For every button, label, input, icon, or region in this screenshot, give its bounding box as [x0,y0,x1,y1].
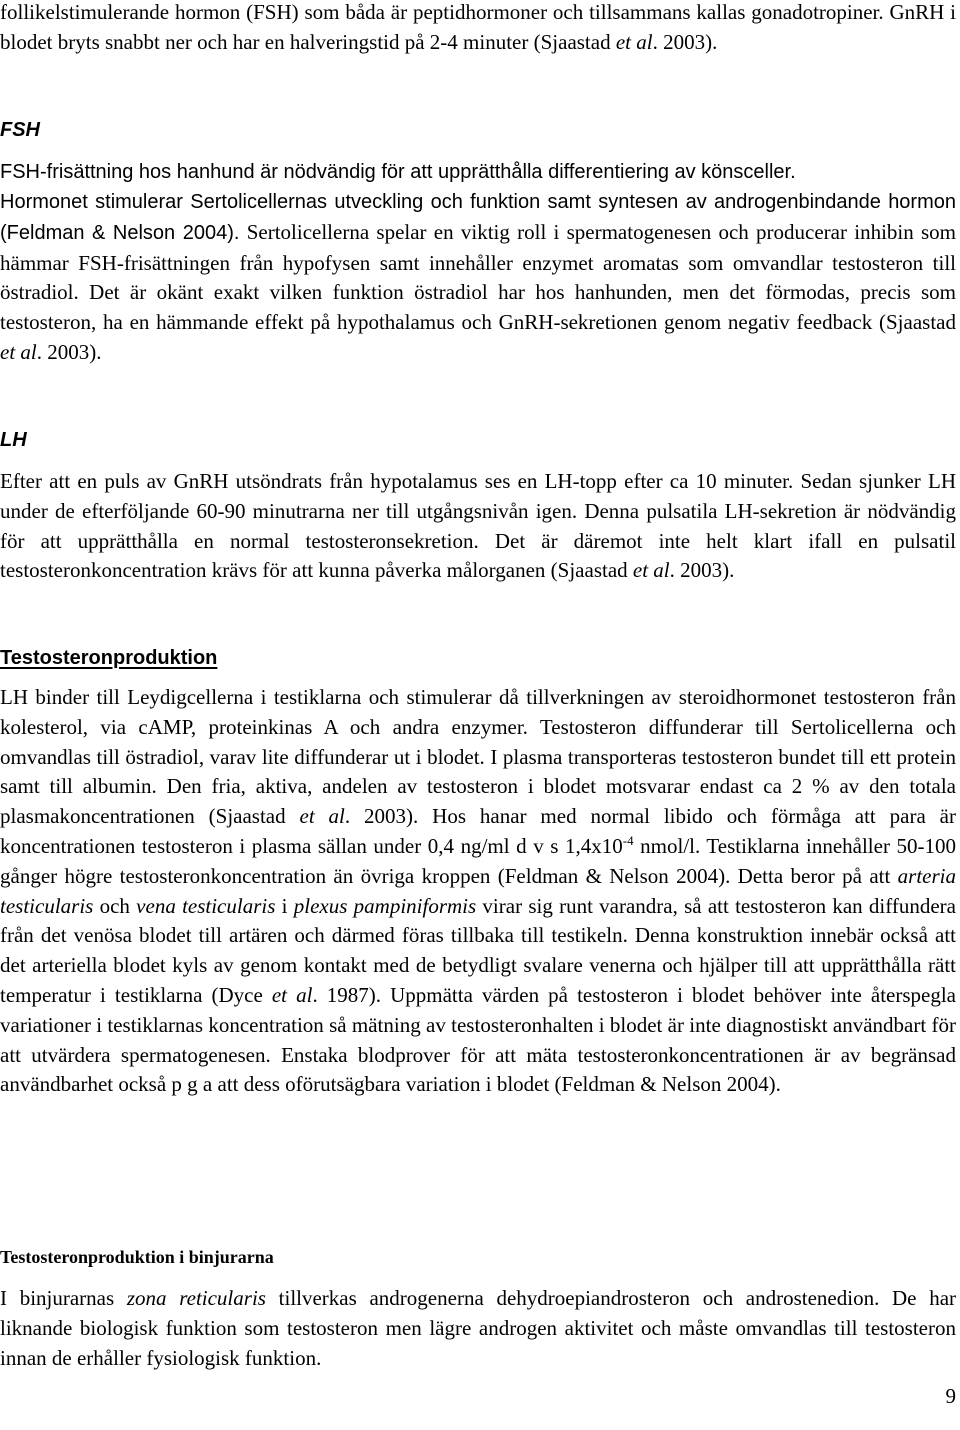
binjurarna-paragraph [0,1284,956,1373]
testo-t5: i [275,893,294,918]
fsh-p2-serif: Sertolicellerna spelar en viktig roll i spermatogenesen och producerar inhibin som hämmar FSH-frisättningen från hypofysen samt innehåller enzymet aromatas som omvandlar testosteron till östradiol. Det är okänt exakt vilken funktion östradiol har hos hanhunden, men det förmodas, precis som testosteron, ha en hämmande effekt på hypothalamus och GnRH-sekretionen genom negativ feedback (Sjaastad [0,219,956,335]
lh-etal: et al [632,558,670,583]
testo-t4: och [93,893,137,918]
testo-t7: . 1987). Uppmätta värden på testosteron i blodet behöver inte återspegla variationer i testiklarnas koncentration så mätning av testosteronhalten i blodet är inte diagnostiskt användbart för att utvärdera spermatogenesen. Enstaka blodprover för att mäta testosteronkoncentrationen är av begränsad användbarhet också p g a att dess oförutsägbara variation i blodet (Feldman & Nelson 2004). [0,982,956,1097]
testo-etal-2: et al [271,982,313,1007]
fsh-etal: et al [0,339,37,364]
testo-italic-2: vena testicularis [136,893,276,918]
testo-italic-1: arteria testicularis [0,863,956,918]
lh-paragraph [0,467,956,586]
heading-binjurarna: Testosteronproduktion i binjurarna [0,1247,274,1267]
testo-etal-1: et al [299,804,345,829]
binj-t2: tillverkas androgenerna dehydroepiandrosteron och androstenedion. De har liknande biologisk funktion som testosteron men lägre androgen aktivitet och måste omvandlas till testosteron innan de erhåller fysiologisk funktion. [0,1286,957,1370]
page-number: 9 [945,1384,956,1408]
testo-t2: . 2003). Hos hanar med normal libido och förmåga att para är koncentrationen testosteron i plasma sällan under 0,4 ng/ml d v s 1,4x10 [0,804,956,858]
testo-t3: nmol/l. Testiklarna innehåller 50-100 gånger högre testosteronkoncentration än övriga kroppen (Feldman & Nelson 2004). Detta beror på att [0,833,956,888]
testo-t1: LH binder till Leydigcellerna i testiklarna och stimulerar då tillverkningen av steroidhormonet testosteron från kolesterol, via cAMP, proteinkinas A och andra enzymer. Testosteron diffunderar till Sertolicellerna och omvandlas till östradiol, varav lite diffunderar ut i blodet. I plasma transporteras testosteron bundet till ett protein samt till albumin. Den fria, aktiva, andelen av testosteron i blodet motsvarar endast ca 2 % av den totala plasmakoncentrationen (Sjaastad [0,685,956,829]
heading-lh: LH [0,429,27,451]
binj-italic: zona reticularis [126,1286,266,1310]
testosteron-paragraph [0,683,956,1100]
binj-t1: I binjurarnas [0,1286,127,1310]
intro-etal: et al [615,29,653,54]
fsh-paragraph-1: FSH-frisättning hos hanhund är nödvändig för att upprätthålla differentiering av könsceller. [0,161,796,183]
fsh-p2-sans: Hormonet stimulerar Sertolicellernas utveckling och funktion samt syntesen av androgenbindande hormon (Feldman & Nelson 2004). [0,191,956,244]
intro-paragraph [0,0,956,58]
lh-text: Efter att en puls av GnRH utsöndrats från hypotalamus ses en LH-topp efter ca 10 minuter. Sedan sjunker LH under de efterföljande 60-90 minutrarna ner till utgångsnivån igen. Denna pulsatila LH-sekretion är nödvändig för att upprätthålla en normal testosteronsekretion. Det är däremot inte helt klart ifall en pulsatil testosteronkoncentration krävs för att kunna påverka målorganen (Sjaastad [0,469,956,583]
heading-testosteronproduktion: Testosteronproduktion [0,647,218,669]
testo-exponent: -4 [622,832,634,848]
testo-italic-3: plexus pampiniformis [293,893,477,918]
heading-fsh: FSH [0,119,40,141]
testo-t6: virar sig runt varandra, så att testosteron kan diffundera från det venösa blodet till artären och därmed föras tillbaka till testikeln. Denna konstruktion innebär också att det arteriella blodet kyls av genom kontakt med de betydligt svalare venerna och hjälper till att upprätthålla rätt temperatur i testiklarna (Dyce [0,893,956,1007]
intro-end: . 2003). [652,29,718,54]
fsh-end: . 2003). [36,339,102,364]
fsh-paragraph-2 [0,187,956,368]
intro-text: follikelstimulerande hormon (FSH) som båda är peptidhormoner och tillsammans kallas gonadotropiner. GnRH i blodet bryts snabbt ner och har en halveringstid på 2-4 minuter (Sjaastad [0,0,956,54]
lh-end: . 2003). [669,558,735,583]
